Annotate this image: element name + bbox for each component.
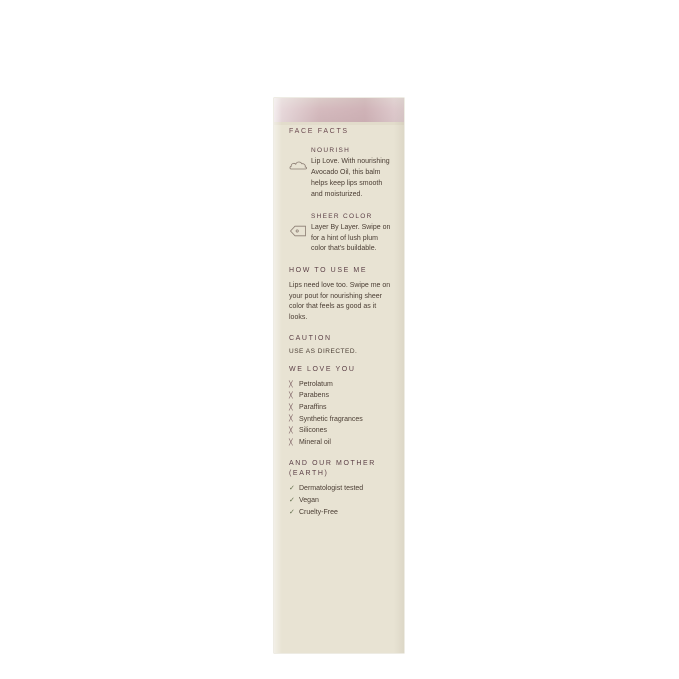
mother-earth-heading: AND OUR MOTHER (EARTH) xyxy=(289,460,376,478)
check-icon: ✓ xyxy=(289,508,295,516)
list-item xyxy=(289,484,393,494)
list-item-label: Parabens xyxy=(299,392,329,400)
no-icon: ╳ xyxy=(289,416,293,423)
list-item xyxy=(289,380,393,390)
carton-cap xyxy=(274,98,404,122)
feature-sheer-color-text: Layer By Layer. Swipe on for a hint of lush plum color that's buildable. xyxy=(311,223,391,253)
check-icon: ✓ xyxy=(289,485,295,493)
claims-list xyxy=(289,484,393,517)
feature-sheer-color-title: SHEER COLOR xyxy=(311,212,373,220)
feature-nourish-body xyxy=(311,147,393,200)
no-icon: ╳ xyxy=(289,381,293,388)
feature-nourish xyxy=(289,147,393,200)
section-how-to-use xyxy=(289,267,393,324)
caution-heading: CAUTION xyxy=(289,335,332,343)
feature-nourish-title: NOURISH xyxy=(311,147,351,155)
product-carton xyxy=(274,98,404,653)
no-icon: ╳ xyxy=(289,428,293,435)
how-to-use-heading: HOW TO USE ME xyxy=(289,267,368,275)
tag-icon xyxy=(289,213,311,244)
free-from-list xyxy=(289,380,393,448)
carton-left-highlight xyxy=(274,98,282,653)
no-icon: ╳ xyxy=(289,393,293,400)
list-item-label: Vegan xyxy=(299,497,319,505)
section-we-love-you xyxy=(289,366,393,448)
list-item-label: Cruelty-Free xyxy=(299,508,338,516)
list-item-label: Dermatologist tested xyxy=(299,485,364,493)
list-item xyxy=(289,426,393,436)
list-item xyxy=(289,391,393,401)
carton-right-shadow xyxy=(394,98,404,653)
carton-side-panel xyxy=(289,128,393,529)
how-to-use-text: Lips need love too. Swipe me on your pout for nourishing sheer color that feels as good as it looks. xyxy=(289,281,391,322)
check-icon: ✓ xyxy=(289,497,295,505)
section-caution xyxy=(289,335,393,355)
feature-nourish-text: Lip Love. With nourishing Avocado Oil, this balm helps keep lips smooth and moisturized. xyxy=(311,158,390,198)
list-item xyxy=(289,415,393,425)
list-item-label: Synthetic fragrances xyxy=(299,415,363,423)
no-icon: ╳ xyxy=(289,439,293,446)
carton-cap-sheen xyxy=(274,98,404,122)
list-item xyxy=(289,508,393,518)
list-item xyxy=(289,403,393,413)
section-mother-earth xyxy=(289,459,393,518)
list-item-label: Petrolatum xyxy=(299,380,333,388)
carton-top-edge xyxy=(274,122,404,125)
we-love-you-heading: WE LOVE YOU xyxy=(289,366,356,374)
no-icon: ╳ xyxy=(289,404,293,411)
list-item xyxy=(289,496,393,506)
cloud-icon xyxy=(289,147,311,178)
panel-heading: FACE FACTS xyxy=(289,128,349,135)
list-item-label: Paraffins xyxy=(299,404,327,412)
feature-sheer-color-body xyxy=(311,213,393,256)
caution-text: USE AS DIRECTED. xyxy=(289,348,358,356)
list-item-label: Silicones xyxy=(299,427,328,435)
list-item-label: Mineral oil xyxy=(299,439,331,447)
list-item xyxy=(289,438,393,448)
feature-sheer-color xyxy=(289,213,393,256)
